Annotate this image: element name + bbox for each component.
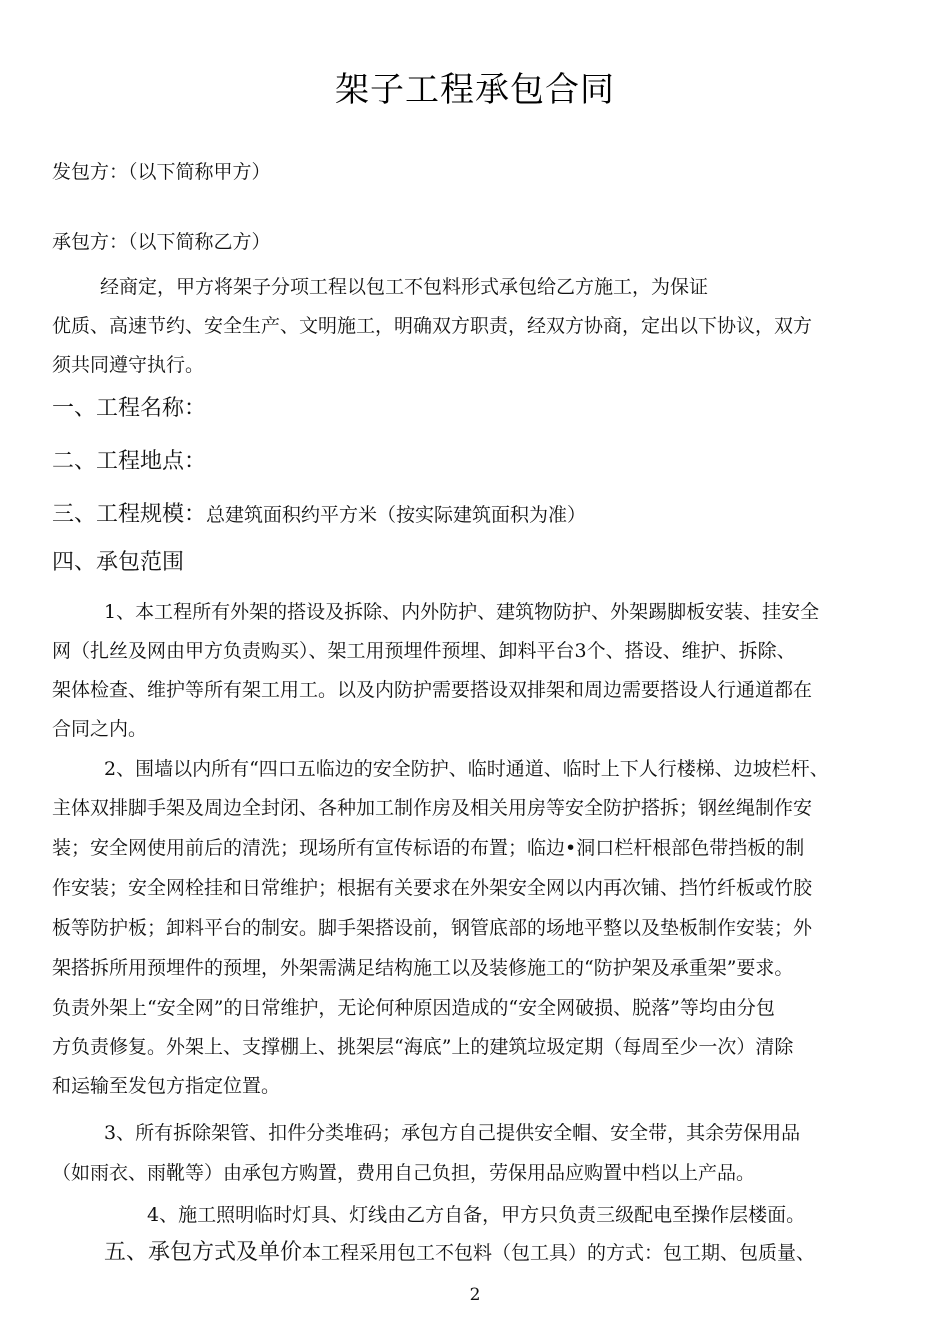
item2-line: 负责外架上“安全网”的日常维护，无论何种原因造成的“安全网破损、脱落”等均由分包 <box>52 997 775 1019</box>
item2-line: 和运输至发包方指定位置。 <box>52 1075 281 1097</box>
item2-line: 作安装；安全网栓挂和日常维护；根据有关要求在外架安全网以内再次铺、挡竹纤板或竹胶 <box>52 877 813 899</box>
item1-line: 合同之内。 <box>52 718 148 740</box>
intro-line: 经商定，甲方将架子分项工程以包工不包料形式承包给乙方施工，为保证 <box>100 276 709 298</box>
section-5-text: 本工程采用包工不包料（包工具）的方式：包工期、包质量、 <box>302 1242 816 1264</box>
item1-line: 架体检查、维护等所有架工用工。以及内防护需要搭设双排架和周边需要搭设人行通道都在 <box>52 679 813 701</box>
section-heading-2: 二、工程地点： <box>52 449 207 474</box>
item1-line: 网（扎丝及网由甲方负责购买）、架工用预埋件预埋、卸料平台3个、搭设、维护、拆除、 <box>52 640 796 662</box>
section-5-line <box>104 1241 815 1265</box>
item2-line: 方负责修复。外架上、支撑棚上、挑架层“海底”上的建筑垃圾定期（每周至少一次）清除 <box>52 1036 794 1058</box>
item4-line: 4、施工照明临时灯具、灯线由乙方自备，甲方只负责三级配电至操作层楼面。 <box>147 1204 806 1226</box>
item3-line: 3、所有拆除架管、扣件分类堆码；承包方自己提供安全帽、安全带，其余劳保用品 <box>104 1122 801 1144</box>
section-heading-1: 一、工程名称： <box>52 396 207 421</box>
intro-line: 须共同遵守执行。 <box>52 354 205 376</box>
item2-line: 板等防护板；卸料平台的制安。脚手架搭设前，钢管底部的场地平整以及垫板制作安装；外 <box>52 917 813 939</box>
section-heading-5: 五、承包方式及单价 <box>104 1240 303 1265</box>
page-title: 架子工程承包合同 <box>335 70 615 110</box>
item1-line: 1、本工程所有外架的搭设及拆除、内外防护、建筑物防护、外架踢脚板安装、挂安全 <box>104 601 820 623</box>
item3-line: （如雨衣、雨靴等）由承包方购置，费用自己负担，劳保用品应购置中档以上产品。 <box>52 1162 756 1184</box>
page-number: 2 <box>469 1285 481 1305</box>
item2-line: 装；安全网使用前后的清洗；现场所有宣传标语的布置；临边•洞口栏杆根部色带挡板的制 <box>52 837 805 859</box>
item2-line: 主体双排脚手架及周边全封闭、各种加工制作房及相关用房等安全防护搭拆；钢丝绳制作安 <box>52 797 813 819</box>
item2-line: 架搭拆所用预埋件的预埋，外架需满足结构施工以及装修施工的“防护架及承重架”要求。 <box>52 957 794 979</box>
section-3-line <box>52 503 586 527</box>
item2-line: 2、围墙以内所有“四口五临边的安全防护、临时通道、临时上下人行楼梯、边坡栏杆、 <box>104 758 829 780</box>
party-a-line: 发包方：（以下简称甲方） <box>52 161 271 183</box>
intro-line: 优质、高速节约、安全生产、文明施工，明确双方职责，经双方协商，定出以下协议，双方 <box>52 315 813 337</box>
party-b-line: 承包方：（以下简称乙方） <box>52 231 271 253</box>
section-3-text: 总建筑面积约平方米（按实际建筑面积为准） <box>206 504 587 526</box>
section-heading-3: 三、工程规模： <box>52 502 207 527</box>
section-heading-4: 四、承包范围 <box>52 550 185 575</box>
